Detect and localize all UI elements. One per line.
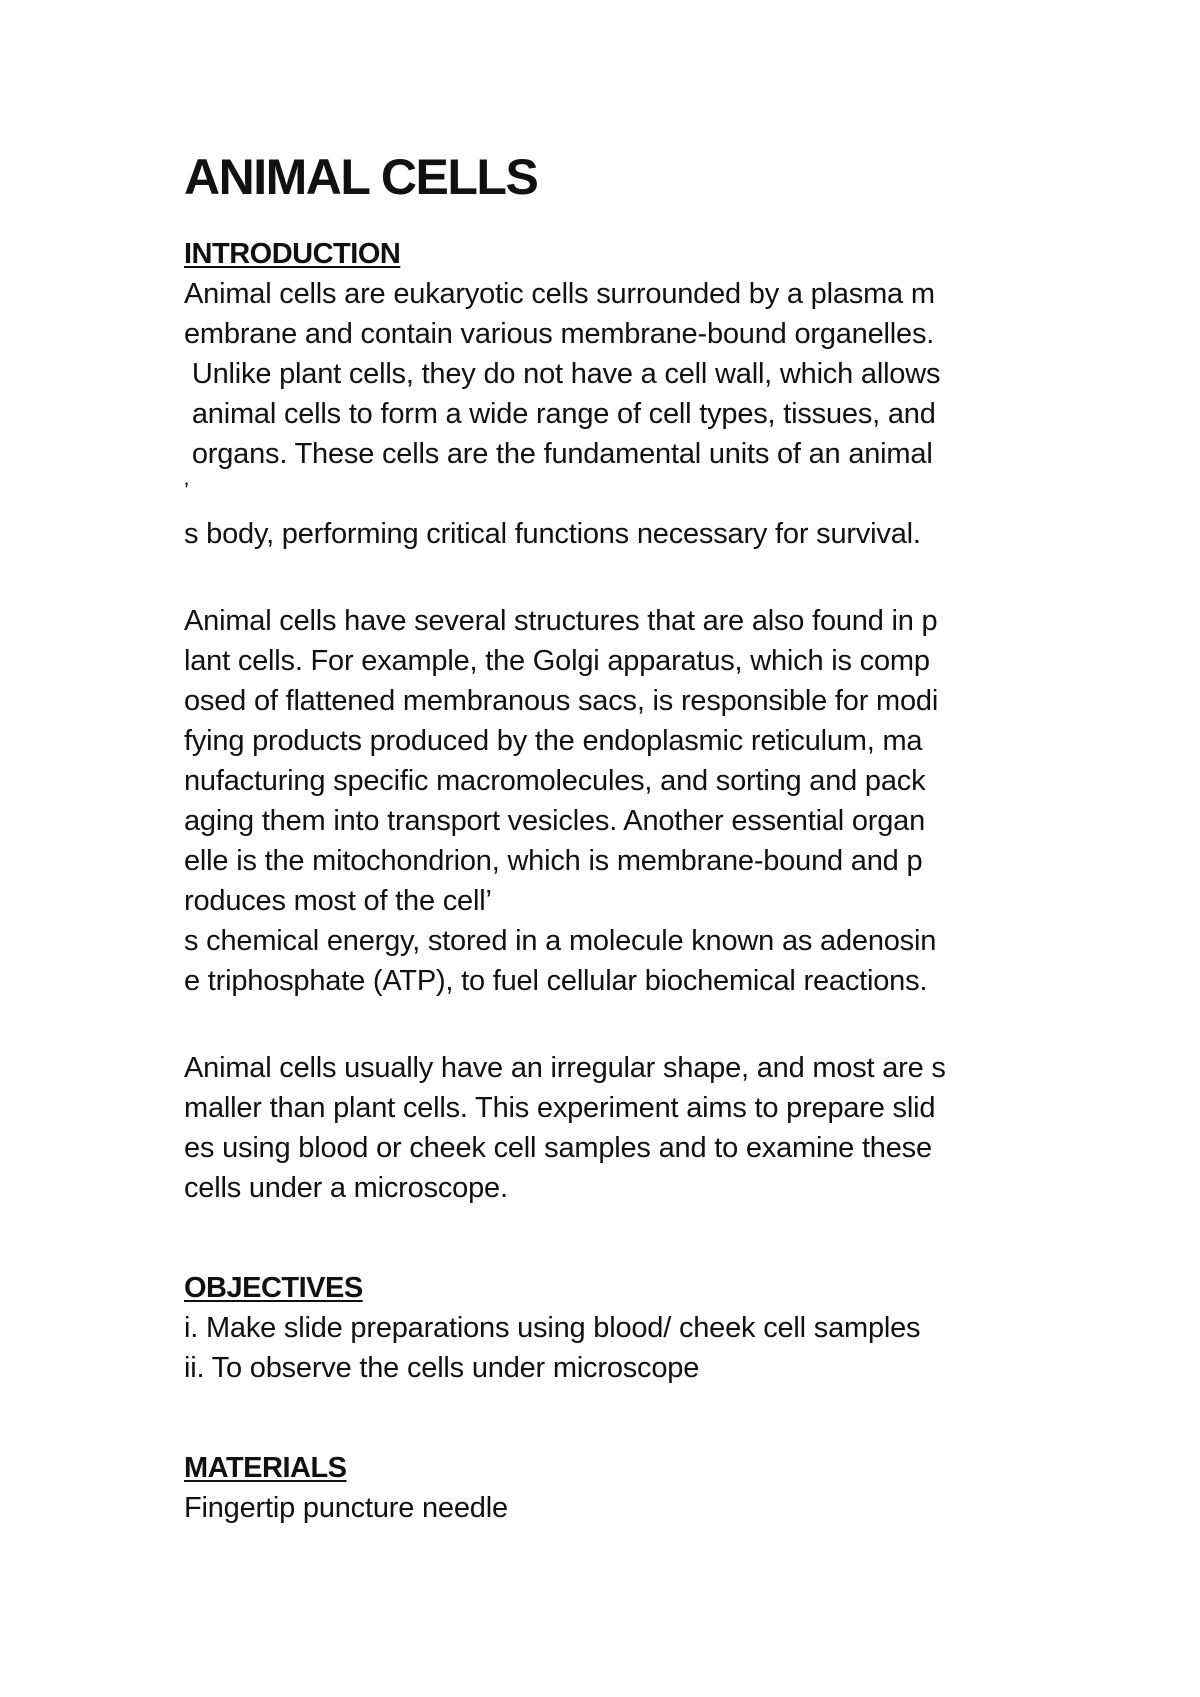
text-line: roduces most of the cell’ (184, 885, 492, 917)
document-page (184, 140, 1044, 1528)
spacer (184, 554, 1044, 601)
text-line: osed of flattened membranous sacs, is responsible for modi (184, 685, 939, 717)
text-line: Animal cells are eukaryotic cells surrounded by a plasma m (184, 278, 935, 310)
list-item: Fingertip puncture needle (184, 1492, 508, 1524)
text-line: aging them into transport vesicles. Another essential organ (184, 805, 926, 837)
text-line: s chemical energy, stored in a molecule known as adenosin (184, 925, 937, 957)
introduction-paragraph-3 (184, 1048, 1044, 1208)
text-line: Animal cells usually have an irregular shape, and most are s (184, 1052, 946, 1084)
materials-heading: MATERIALS (184, 1452, 347, 1484)
text-line: lant cells. For example, the Golgi apparatus, which is comp (184, 645, 930, 677)
spacer (184, 214, 1044, 234)
text-line: maller than plant cells. This experiment aims to prepare slid (184, 1092, 936, 1124)
text-line: Unlike plant cells, they do not have a cell wall, which allows (184, 358, 941, 390)
materials-list (184, 1488, 1044, 1528)
list-item: ii. To observe the cells under microscope (184, 1352, 700, 1384)
introduction-heading: INTRODUCTION (184, 238, 401, 270)
objectives-list (184, 1308, 1044, 1388)
spacer (184, 1208, 1044, 1268)
text-line: organs. These cells are the fundamental units of an animal (184, 438, 933, 470)
text-line: e triphosphate (ATP), to fuel cellular biochemical reactions. (184, 965, 928, 997)
introduction-paragraph-2 (184, 601, 1044, 1001)
text-line: elle is the mitochondrion, which is membrane-bound and p (184, 845, 923, 877)
spacer (184, 1388, 1044, 1448)
objectives-heading: OBJECTIVES (184, 1272, 363, 1304)
text-line: embrane and contain various membrane-bound organelles. (184, 318, 935, 350)
introduction-paragraph-1 (184, 274, 1044, 554)
text-line: nufacturing specific macromolecules, and sorting and pack (184, 765, 926, 797)
text-line: Animal cells have several structures that are also found in p (184, 605, 938, 637)
list-item: i. Make slide preparations using blood/ cheek cell samples (184, 1312, 921, 1344)
text-line: es using blood or cheek cell samples and to examine these (184, 1132, 932, 1164)
text-line: ’ (184, 478, 189, 503)
spacer (184, 1001, 1044, 1048)
text-line: cells under a microscope. (184, 1172, 508, 1204)
text-line: fying products produced by the endoplasmic reticulum, ma (184, 725, 923, 757)
text-line: animal cells to form a wide range of cell types, tissues, and (184, 398, 936, 430)
text-line: s body, performing critical functions necessary for survival. (184, 518, 921, 550)
page-title: ANIMAL CELLS (184, 149, 538, 205)
